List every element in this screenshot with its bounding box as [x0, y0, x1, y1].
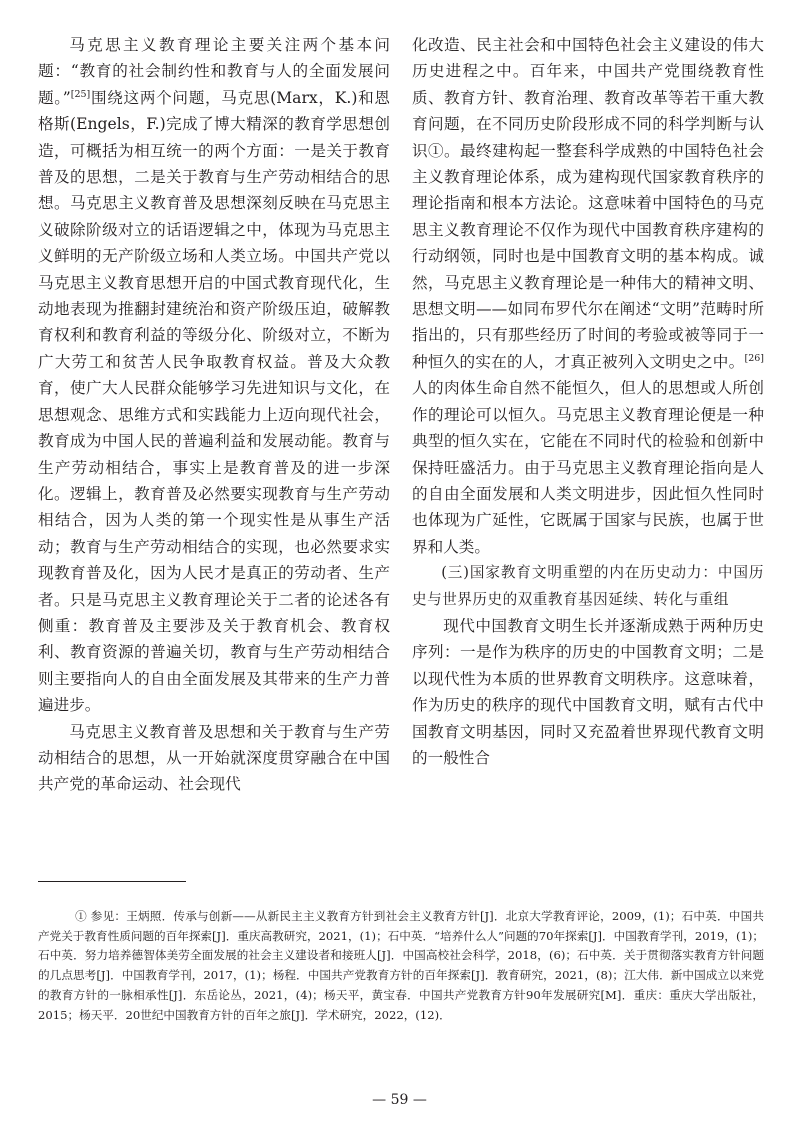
- footnote: [38, 907, 764, 1025]
- right-paragraph-1-text-a: 化改造、民主社会和中国特色社会主义建设的伟大历史进程之中。百年来，中国共产党围绕教育性质、教育方针、教育治理、教育改革等若干重大教育问题，在不同历史阶段形成不同的科学判断与认识①。最终建构起一整套科学成熟的中国特色社会主义教育理论体系，成为建构现代国家教育秩序的理论指南和根本方法论。这意味着中国特色的马克思主义教育理论不仅作为现代中国教育秩序建构的行动纲领，同时也是中国教育文明的基本构成。诚然，马克思主义教育理论是一种伟大的精神文明、思想文明——如同布罗代尔在阐述“文明”范畴时所指出的，只有那些经历了时间的考验或被等同于一种恒久的实在的人，才真正被列入文明史之中。: [412, 36, 764, 371]
- footnote-text: ① 参见：王炳照．传承与创新——从新民主主义教育方针到社会主义教育方针[J]．北京大学教育评论，2009，(1)；石中英．中国共产党关于教育性质问题的百年探索[J]．重庆高教研究，2021，(1)；石中英．“培养什么人”问题的70年探索[J]．中国教育学刊，2019，(1)；石中英．努力培养德智体美劳全面发展的社会主义建设者和接班人[J]．中国高校社会科学，2018，(6)；石中英．关于贯彻落实教育方针问题的几点思考[J]．中国教育学刊，2017，(1)；杨程．中国共产党教育方针的百年探索[J]．教育研究，2021，(8)；江大伟．新中国成立以来党的教育方针的一脉相承性[J]．东岳论丛，2021，(4)；杨天平，黄宝春．中国共产党教育方针90年发展研究[M]．重庆：重庆大学出版社，2015；杨天平．20世纪中国教育方针的百年之旅[J]．学术研究，2022，(12)．: [38, 909, 764, 1022]
- right-paragraph-2: 现代中国教育文明生长并逐渐成熟于两种历史序列：一是作为秩序的历史的中国教育文明；二是以现代性为本质的世界教育文明秩序。这意味着，作为历史的秩序的现代中国教育文明，赋有古代中国教育文明基因，同时又充盈着世界现代教育文明的一般性合: [412, 616, 764, 767]
- footnote-divider: [38, 881, 186, 882]
- left-paragraph-1-text-a: 马克思主义教育理论主要关注两个基本问题：“教育的社会制约性和教育与人的全面发展问题。”: [38, 36, 390, 107]
- citation-25: [25]: [70, 88, 91, 100]
- left-paragraph-2: 马克思主义教育普及思想和关于教育与生产劳动相结合的思想，从一开始就深度贯穿融合在中国共产党的革命运动、社会现代: [38, 722, 390, 794]
- citation-26: [26]: [744, 352, 764, 364]
- left-paragraph-1-text-b: 围绕这两个问题，马克思(Marx，K.)和恩格斯(Engels，F.)完成了博大精深的教育学思想创造，可概括为相互统一的两个方面：一是关于教育普及的思想，二是关于教育与生产劳动相结合的思想。马克思主义教育普及思想深刻反映在马克思主义破除阶级对立的话语逻辑之中，体现为马克思主义鲜明的无产阶级立场和人类立场。中国共产党以马克思主义教育思想开启的中国式教育现代化，生动地表现为推翻封建统治和资产阶级压迫，破解教育权利和教育利益的等级分化、阶级对立，不断为广大劳工和贫苦人民争取教育权益。普及大众教育，使广大人民群众能够学习先进知识与文化，在思想观念、思维方式和实践能力上迈向现代社会，教育成为中国人民的普遍利益和发展动能。教育与生产劳动相结合，事实上是教育普及的进一步深化。逻辑上，教育普及必然要实现教育与生产劳动相结合，因为人类的第一个现实性是从事生产活动；教育与生产劳动相结合的实现，也必然要求实现教育普及化，因为人民才是真正的劳动者、生产者。只是马克思主义教育理论关于二者的论述各有侧重：教育普及主要涉及关于教育机会、教育权利、教育资源的普遍关切，教育与生产劳动相结合则主要指向人的自由全面发展及其带来的生产力普遍进步。: [38, 88, 390, 715]
- left-paragraph-1: [38, 32, 390, 719]
- left-column: [38, 32, 390, 798]
- right-column: [412, 32, 764, 771]
- section-heading: (三)国家教育文明重塑的内在历史动力：中国历史与世界历史的双重教育基因延续、转化与重组: [412, 564, 764, 608]
- right-paragraph-1-text-b: 人的肉体生命自然不能恒久，但人的思想或人所创作的理论可以恒久。马克思主义教育理论便是一种典型的恒久实在，它能在不同时代的检验和创新中保持旺盛活力。由于马克思主义教育理论指向是人的自由全面发展和人类文明进步，因此恒久性同时也体现为广延性，它既属于国家与民族，也属于世界和人类。: [412, 379, 764, 556]
- page-number: — 59 —: [372, 1092, 427, 1108]
- right-paragraph-1: [412, 32, 764, 560]
